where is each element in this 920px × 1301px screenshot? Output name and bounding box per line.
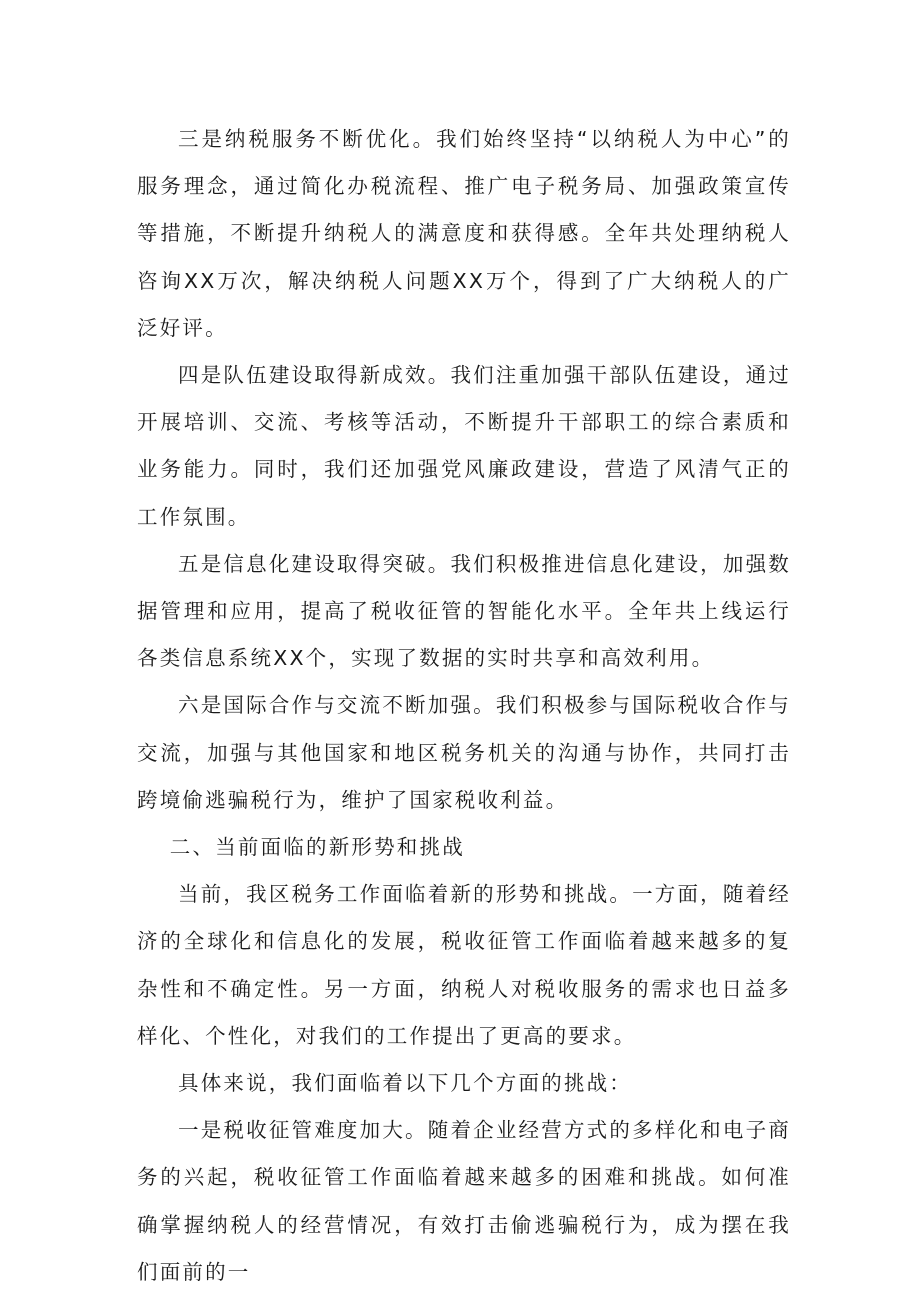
paragraph-international-cooperation: 六是国际合作与交流不断加强。我们积极参与国际税收合作与交流，加强与其他国家和地区税务机关的沟通与协作，共同打击跨境偷逃骗税行为，维护了国家税收利益。 [137,693,791,812]
paragraph-challenges-intro: 具体来说，我们面临着以下几个方面的挑战： [178,1071,632,1096]
paragraph-service-optimization: 三是纳税服务不断优化。我们始终坚持“以纳税人为中心”的服务理念，通过简化办税流程、推广电子税务局、加强政策宣传等措施，不断提升纳税人的满意度和获得感。全年共处理纳税人咨询XX万次，解决纳税人问题XX万个，得到了广大纳税人的广泛好评。 [137,127,791,340]
paragraph-informatization: 五是信息化建设取得突破。我们积极推进信息化建设，加强数据管理和应用，提高了税收征管的智能化水平。全年共上线运行各类信息系统XX个，实现了数据的实时共享和高效利用。 [137,551,791,671]
section-heading-challenges: 二、当前面临的新形势和挑战 [169,835,465,860]
document-body [137,116,791,1296]
paragraph-current-situation: 当前，我区税务工作面临着新的形势和挑战。一方面，随着经济的全球化和信息化的发展，税收征管工作面临着越来越多的复杂性和不确定性。另一方面，纳税人对税收服务的需求也日益多样化、个性化，对我们的工作提出了更高的要求。 [137,882,791,1048]
paragraph-team-building: 四是队伍建设取得新成效。我们注重加强干部队伍建设，通过开展培训、交流、考核等活动，不断提升干部职工的综合素质和业务能力。同时，我们还加强党风廉政建设，营造了风清气正的工作氛围。 [137,363,791,529]
paragraph-collection-difficulty: 一是税收征管难度加大。随着企业经营方式的多样化和电子商务的兴起，税收征管工作面临着越来越多的困难和挑战。如何准确掌握纳税人的经营情况，有效打击偷逃骗税行为，成为摆在我们面前的一 [137,1118,791,1284]
